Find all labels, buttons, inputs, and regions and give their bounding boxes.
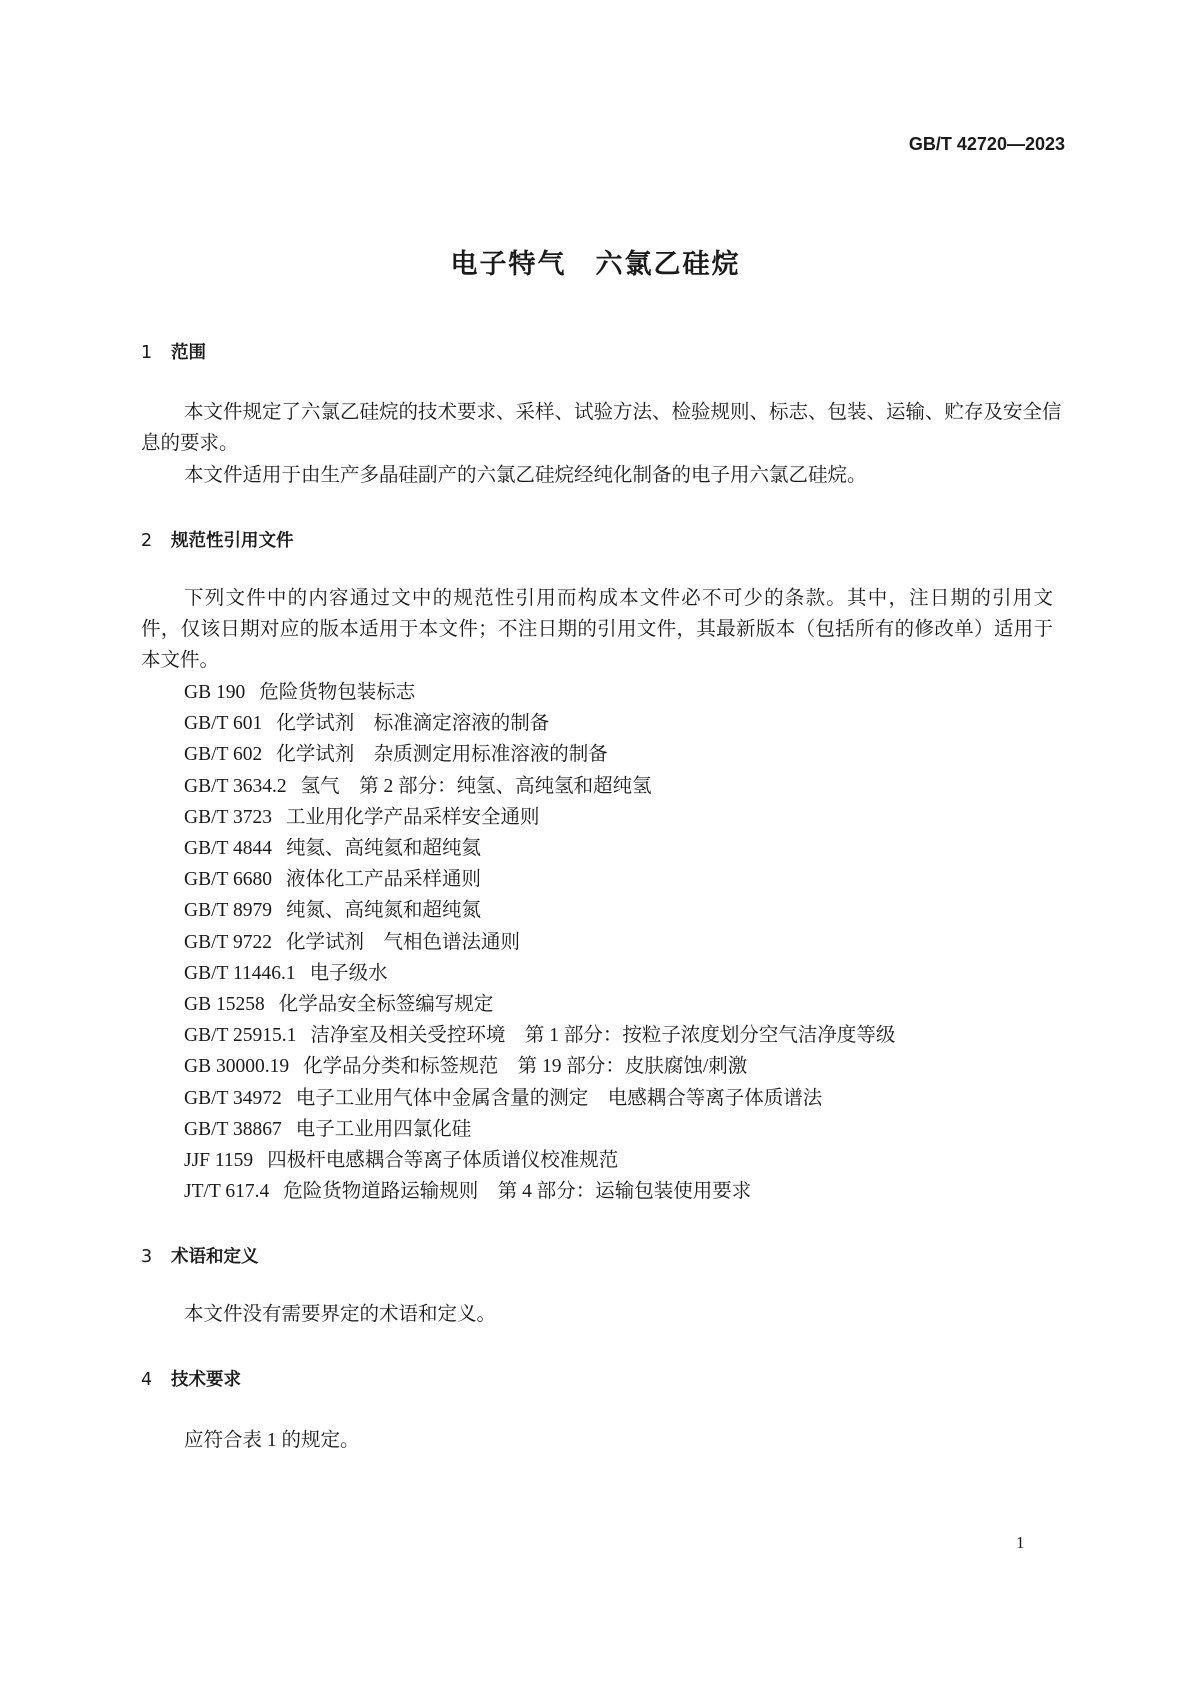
reference-title: 四极杆电感耦合等离子体质谱仪校准规范 bbox=[267, 1150, 619, 1171]
reference-title: 工业用化学产品采样安全通则 bbox=[285, 806, 540, 828]
reference-code: GB/T 4844 bbox=[184, 838, 272, 859]
paragraph-line: 件，仅该日期对应的版本适用于本文件；不注日期的引用文件，其最新版本（包括所有的修改单）适用于 bbox=[141, 619, 1053, 640]
reference-title: 危险货物包装标志 bbox=[259, 682, 416, 703]
reference-item bbox=[184, 930, 520, 956]
reference-code: GB/T 11446.1 bbox=[184, 962, 296, 984]
reference-code: GB/T 6680 bbox=[184, 869, 272, 891]
reference-title: 化学品安全标签编写规定 bbox=[278, 994, 494, 1015]
reference-code: GB 190 bbox=[184, 682, 246, 703]
reference-item bbox=[184, 1023, 895, 1049]
standard-number-header: GB/T 42720—2023 bbox=[908, 134, 1065, 154]
section-heading-terms-definitions bbox=[141, 1243, 259, 1268]
reference-code: GB/T 602 bbox=[184, 744, 263, 766]
reference-title: 氢气 第 2 部分：纯氢、高纯氢和超纯氢 bbox=[300, 775, 652, 797]
paragraph-line: 本文件没有需要界定的术语和定义。 bbox=[184, 1304, 497, 1325]
paragraph-line: 应符合表 1 的规定。 bbox=[184, 1430, 360, 1451]
reference-item bbox=[184, 680, 415, 706]
reference-code: GB/T 8979 bbox=[184, 900, 272, 922]
paragraph-line: 本文件。 bbox=[141, 650, 220, 671]
reference-code: GB/T 25915.1 bbox=[184, 1025, 297, 1047]
section-title: 术语和定义 bbox=[171, 1247, 259, 1267]
reference-item bbox=[184, 1086, 822, 1112]
paragraph-line: 本文件规定了六氯乙硅烷的技术要求、采样、试验方法、检验规则、标志、包装、运输、贮存及安全信 bbox=[184, 402, 1062, 423]
reference-item bbox=[184, 1117, 471, 1143]
section-title: 技术要求 bbox=[171, 1370, 241, 1390]
reference-item bbox=[184, 1148, 618, 1174]
reference-code: JJF 1159 bbox=[184, 1150, 254, 1171]
reference-title: 电子级水 bbox=[309, 962, 388, 984]
reference-title: 危险货物道路运输规则 第 4 部分：运输包装使用要求 bbox=[283, 1181, 752, 1203]
page-number: 1 bbox=[1016, 1533, 1025, 1552]
reference-code: GB 15258 bbox=[184, 994, 265, 1015]
reference-title: 纯氮、高纯氮和超纯氮 bbox=[285, 900, 481, 922]
reference-item bbox=[184, 992, 493, 1018]
reference-item bbox=[184, 774, 652, 800]
reference-item bbox=[184, 1179, 751, 1205]
reference-code: GB/T 3634.2 bbox=[184, 775, 287, 797]
reference-title: 洁净室及相关受控环境 第 1 部分：按粒子浓度划分空气洁净度等级 bbox=[310, 1025, 896, 1047]
reference-code: GB/T 3723 bbox=[184, 806, 272, 828]
reference-item bbox=[184, 805, 539, 831]
reference-title: 电子工业用气体中金属含量的测定 电感耦合等离子体质谱法 bbox=[295, 1087, 823, 1109]
paragraph-line: 本文件适用于由生产多晶硅副产的六氯乙硅烷经纯化制备的电子用六氯乙硅烷。 bbox=[184, 465, 867, 486]
reference-item bbox=[184, 867, 481, 893]
section-title: 规范性引用文件 bbox=[171, 531, 294, 551]
reference-item bbox=[184, 961, 388, 987]
reference-item bbox=[184, 1054, 747, 1080]
document-title: 电子特气 六氯乙硅烷 bbox=[450, 249, 741, 280]
reference-code: JT/T 617.4 bbox=[184, 1181, 270, 1203]
section-number: 1 bbox=[141, 343, 153, 363]
reference-title: 化学试剂 气相色谱法通则 bbox=[285, 931, 520, 953]
reference-item bbox=[184, 898, 481, 924]
reference-code: GB/T 601 bbox=[184, 713, 263, 735]
section-number: 4 bbox=[141, 1370, 153, 1390]
reference-title: 化学品分类和标签规范 第 19 部分：皮肤腐蚀/刺激 bbox=[303, 1056, 748, 1078]
reference-item bbox=[184, 742, 608, 768]
reference-title: 化学试剂 标准滴定溶液的制备 bbox=[276, 713, 550, 735]
section-heading-technical-requirements bbox=[141, 1366, 241, 1391]
paragraph-line: 息的要求。 bbox=[141, 433, 239, 454]
reference-code: GB/T 9722 bbox=[184, 931, 272, 953]
paragraph-line: 下列文件中的内容通过文中的规范性引用而构成本文件必不可少的条款。其中，注日期的引用文 bbox=[184, 588, 1053, 609]
section-heading-normative-references bbox=[141, 527, 294, 552]
section-number: 3 bbox=[141, 1247, 153, 1267]
reference-title: 纯氦、高纯氦和超纯氦 bbox=[285, 838, 481, 859]
section-number: 2 bbox=[141, 531, 153, 551]
reference-title: 液体化工产品采样通则 bbox=[285, 869, 481, 891]
reference-code: GB/T 38867 bbox=[184, 1118, 282, 1140]
reference-title: 电子工业用四氯化硅 bbox=[295, 1118, 472, 1140]
section-title: 范围 bbox=[171, 343, 206, 363]
reference-title: 化学试剂 杂质测定用标准溶液的制备 bbox=[276, 744, 608, 766]
section-heading-scope bbox=[141, 339, 206, 364]
reference-item bbox=[184, 836, 481, 862]
reference-code: GB/T 34972 bbox=[184, 1087, 282, 1109]
reference-code: GB 30000.19 bbox=[184, 1056, 290, 1078]
reference-item bbox=[184, 711, 549, 737]
